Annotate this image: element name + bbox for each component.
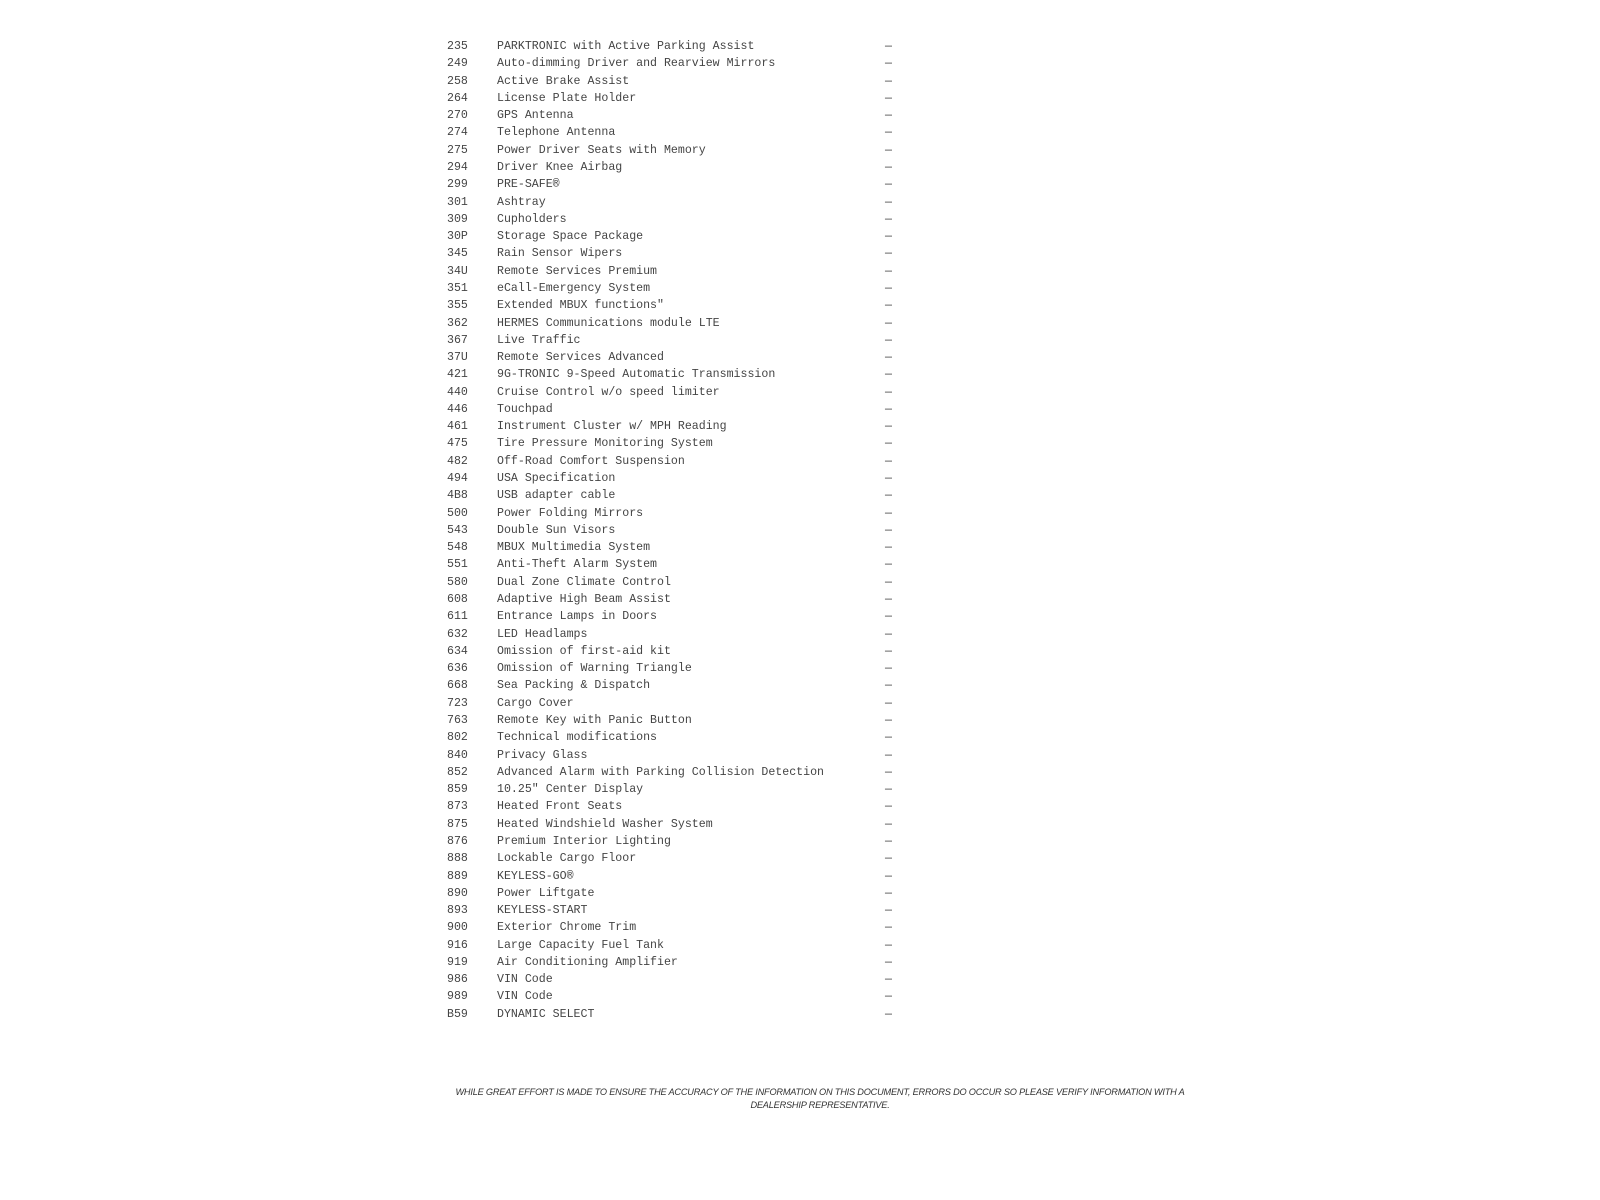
option-price: —	[885, 800, 892, 814]
option-label: Ashtray	[497, 195, 546, 209]
option-price: —	[885, 299, 892, 313]
option-price: —	[885, 212, 892, 226]
option-label: Premium Interior Lighting	[497, 834, 671, 848]
option-code: 986	[447, 973, 468, 987]
option-price: —	[885, 748, 892, 762]
option-row	[447, 384, 907, 401]
option-price: —	[885, 679, 892, 693]
option-row	[447, 643, 907, 660]
option-price: —	[885, 385, 892, 399]
option-price: —	[885, 281, 892, 295]
option-code: 763	[447, 713, 468, 727]
option-price: —	[885, 1007, 892, 1021]
option-code: 723	[447, 696, 468, 710]
option-price: —	[885, 126, 892, 140]
option-code: 876	[447, 834, 468, 848]
option-price: —	[885, 109, 892, 123]
option-code: 634	[447, 644, 468, 658]
option-code: 309	[447, 212, 468, 226]
option-label: Tire Pressure Monitoring System	[497, 437, 713, 451]
option-code: 355	[447, 299, 468, 313]
option-code: 900	[447, 921, 468, 935]
option-price: —	[885, 662, 892, 676]
option-label: HERMES Communications module LTE	[497, 316, 720, 330]
option-label: Entrance Lamps in Doors	[497, 610, 658, 624]
option-label: 9G-TRONIC 9-Speed Automatic Transmission	[497, 368, 776, 382]
option-row	[447, 626, 907, 643]
option-price: —	[885, 454, 892, 468]
option-code: 249	[447, 57, 468, 71]
option-label: USB adapter cable	[497, 489, 616, 503]
option-price: —	[885, 160, 892, 174]
option-label: GPS Antenna	[497, 109, 574, 123]
option-price: —	[885, 558, 892, 572]
option-label: Large Capacity Fuel Tank	[497, 938, 664, 952]
option-label: LED Headlamps	[497, 627, 588, 641]
option-row	[447, 885, 907, 902]
option-price: —	[885, 955, 892, 969]
option-price: —	[885, 783, 892, 797]
option-price: —	[885, 610, 892, 624]
option-code: 461	[447, 420, 468, 434]
option-row	[447, 868, 907, 885]
option-price: —	[885, 523, 892, 537]
option-row	[447, 176, 907, 193]
option-code: 989	[447, 990, 468, 1004]
option-code: 270	[447, 109, 468, 123]
option-label: Remote Key with Panic Button	[497, 713, 692, 727]
option-code: 351	[447, 281, 468, 295]
option-row	[447, 280, 907, 297]
option-label: KEYLESS-START	[497, 904, 588, 918]
option-row	[447, 401, 907, 418]
option-code: 859	[447, 783, 468, 797]
option-row	[447, 228, 907, 245]
option-row	[447, 850, 907, 867]
option-row	[447, 798, 907, 815]
option-row	[447, 919, 907, 936]
option-label: Instrument Cluster w/ MPH Reading	[497, 420, 727, 434]
option-code: 482	[447, 454, 468, 468]
option-label: Heated Windshield Washer System	[497, 817, 713, 831]
option-label: KEYLESS-GO®	[497, 869, 574, 883]
option-code: 873	[447, 800, 468, 814]
option-price: —	[885, 921, 892, 935]
option-code: 475	[447, 437, 468, 451]
option-row	[447, 556, 907, 573]
option-code: 235	[447, 40, 468, 53]
option-code: 421	[447, 368, 468, 382]
option-code: 264	[447, 91, 468, 105]
option-label: Extended MBUX functions"	[497, 299, 664, 313]
disclaimer-line-2: DEALERSHIP REPRESENTATIVE.	[750, 1100, 890, 1110]
option-price: —	[885, 316, 892, 330]
option-row	[447, 55, 907, 72]
option-label: Sea Packing & Dispatch	[497, 679, 651, 693]
option-price: —	[885, 627, 892, 641]
option-code: 494	[447, 472, 468, 486]
option-price: —	[885, 765, 892, 779]
option-code: 543	[447, 523, 468, 537]
option-row	[447, 245, 907, 262]
option-price: —	[885, 195, 892, 209]
option-label: Cargo Cover	[497, 696, 574, 710]
option-price: —	[885, 713, 892, 727]
option-code: 919	[447, 955, 468, 969]
option-label: Live Traffic	[497, 333, 581, 347]
option-label: Exterior Chrome Trim	[497, 921, 637, 935]
option-label: Auto-dimming Driver and Rearview Mirrors	[497, 57, 776, 71]
option-label: Telephone Antenna	[497, 126, 616, 140]
disclaimer	[440, 1086, 1200, 1112]
option-code: 893	[447, 904, 468, 918]
option-code: 367	[447, 333, 468, 347]
option-label: Active Brake Assist	[497, 74, 630, 88]
option-code: 345	[447, 247, 468, 261]
option-price: —	[885, 834, 892, 848]
option-label: Lockable Cargo Floor	[497, 852, 637, 866]
option-row	[447, 937, 907, 954]
option-price: —	[885, 541, 892, 555]
option-price: —	[885, 644, 892, 658]
option-price: —	[885, 886, 892, 900]
option-code: 258	[447, 74, 468, 88]
option-row	[447, 315, 907, 332]
option-code: 889	[447, 869, 468, 883]
option-row	[447, 591, 907, 608]
option-price: —	[885, 402, 892, 416]
option-price: —	[885, 40, 892, 53]
option-code: 301	[447, 195, 468, 209]
option-code: 608	[447, 593, 468, 606]
option-code: 852	[447, 765, 468, 779]
option-row	[447, 833, 907, 850]
option-code: 30P	[447, 230, 468, 244]
option-row	[447, 954, 907, 971]
option-label: Power Driver Seats with Memory	[497, 143, 706, 157]
option-code: 548	[447, 541, 468, 555]
option-row	[447, 816, 907, 833]
option-label: Omission of first-aid kit	[497, 644, 671, 658]
option-price: —	[885, 57, 892, 71]
option-label: PARKTRONIC with Active Parking Assist	[497, 40, 755, 53]
option-label: Rain Sensor Wipers	[497, 247, 623, 261]
option-row	[447, 349, 907, 366]
option-price: —	[885, 575, 892, 589]
option-row	[447, 487, 907, 504]
option-code: 4B8	[447, 489, 468, 503]
option-label: License Plate Holder	[497, 91, 637, 105]
option-price: —	[885, 264, 892, 278]
disclaimer-line-1: WHILE GREAT EFFORT IS MADE TO ENSURE THE ACCURACY OF THE INFORMATION ON THIS DOCUMENT, ERRORS DO OCCUR SO PLEASE VERIFY INFORMATION WITH A	[455, 1087, 1185, 1097]
option-row	[447, 539, 907, 556]
option-row	[447, 608, 907, 625]
option-row	[447, 470, 907, 487]
option-code: 34U	[447, 264, 468, 278]
option-label: Power Liftgate	[497, 886, 595, 900]
option-price: —	[885, 904, 892, 918]
option-label: Heated Front Seats	[497, 800, 623, 814]
option-row	[447, 90, 907, 107]
option-code: 551	[447, 558, 468, 572]
option-code: 840	[447, 748, 468, 762]
option-code: 446	[447, 402, 468, 416]
option-row	[447, 263, 907, 280]
option-code: 299	[447, 178, 468, 192]
option-row	[447, 729, 907, 746]
option-code: 636	[447, 662, 468, 676]
option-row	[447, 435, 907, 452]
option-label: DYNAMIC SELECT	[497, 1007, 595, 1021]
option-price: —	[885, 333, 892, 347]
option-row	[447, 38, 907, 55]
option-label: Anti-Theft Alarm System	[497, 558, 658, 572]
option-code: 362	[447, 316, 468, 330]
option-code: 440	[447, 385, 468, 399]
option-price: —	[885, 731, 892, 745]
option-code: 888	[447, 852, 468, 866]
option-label: Omission of Warning Triangle	[497, 662, 692, 676]
option-price: —	[885, 990, 892, 1004]
option-price: —	[885, 852, 892, 866]
option-price: —	[885, 938, 892, 952]
option-price: —	[885, 74, 892, 88]
option-price: —	[885, 506, 892, 520]
option-row	[447, 660, 907, 677]
option-label: PRE-SAFE®	[497, 178, 560, 192]
option-row	[447, 1006, 907, 1023]
option-code: 37U	[447, 351, 468, 365]
option-label: VIN Code	[497, 990, 553, 1004]
option-label: Remote Services Advanced	[497, 351, 664, 365]
option-row	[447, 142, 907, 159]
option-row	[447, 522, 907, 539]
option-price: —	[885, 593, 892, 606]
option-label: VIN Code	[497, 973, 553, 987]
option-row	[447, 159, 907, 176]
option-row	[447, 747, 907, 764]
option-label: Adaptive High Beam Assist	[497, 593, 671, 606]
option-price: —	[885, 472, 892, 486]
option-row	[447, 332, 907, 349]
option-row	[447, 677, 907, 694]
option-row	[447, 453, 907, 470]
option-price: —	[885, 178, 892, 192]
option-row	[447, 695, 907, 712]
option-code: 875	[447, 817, 468, 831]
option-price: —	[885, 973, 892, 987]
option-price: —	[885, 368, 892, 382]
option-row	[447, 107, 907, 124]
option-code: 500	[447, 506, 468, 520]
option-price: —	[885, 489, 892, 503]
option-price: —	[885, 247, 892, 261]
option-code: 632	[447, 627, 468, 641]
option-price: —	[885, 91, 892, 105]
option-label: Remote Services Premium	[497, 264, 658, 278]
option-row	[447, 194, 907, 211]
option-row	[447, 124, 907, 141]
option-price: —	[885, 143, 892, 157]
option-price: —	[885, 696, 892, 710]
option-code: 611	[447, 610, 468, 624]
option-code: 274	[447, 126, 468, 140]
option-label: Touchpad	[497, 402, 553, 416]
option-row	[447, 764, 907, 781]
option-label: Off-Road Comfort Suspension	[497, 454, 685, 468]
option-label: Privacy Glass	[497, 748, 588, 762]
option-label: Power Folding Mirrors	[497, 506, 644, 520]
option-label: Driver Knee Airbag	[497, 160, 623, 174]
option-price: —	[885, 817, 892, 831]
option-price: —	[885, 869, 892, 883]
option-label: MBUX Multimedia System	[497, 541, 651, 555]
option-row	[447, 971, 907, 988]
option-row	[447, 73, 907, 90]
options-list	[447, 38, 907, 1023]
option-label: Technical modifications	[497, 731, 658, 745]
option-code: 916	[447, 938, 468, 952]
option-label: USA Specification	[497, 472, 616, 486]
option-row	[447, 902, 907, 919]
option-label: Cruise Control w/o speed limiter	[497, 385, 720, 399]
option-row	[447, 418, 907, 435]
option-price: —	[885, 351, 892, 365]
option-code: 275	[447, 143, 468, 157]
option-code: 580	[447, 575, 468, 589]
option-row	[447, 781, 907, 798]
option-label: 10.25" Center Display	[497, 783, 644, 797]
option-price: —	[885, 230, 892, 244]
option-label: Cupholders	[497, 212, 567, 226]
option-label: Advanced Alarm with Parking Collision Detection	[497, 765, 824, 779]
option-code: 294	[447, 160, 468, 174]
option-code: 668	[447, 679, 468, 693]
option-code: 890	[447, 886, 468, 900]
option-code: B59	[447, 1007, 468, 1021]
option-price: —	[885, 437, 892, 451]
option-row	[447, 297, 907, 314]
option-label: Dual Zone Climate Control	[497, 575, 671, 589]
option-row	[447, 211, 907, 228]
option-label: eCall-Emergency System	[497, 281, 651, 295]
option-row	[447, 988, 907, 1005]
option-code: 802	[447, 731, 468, 745]
option-row	[447, 505, 907, 522]
option-row	[447, 366, 907, 383]
option-row	[447, 574, 907, 591]
option-label: Storage Space Package	[497, 230, 644, 244]
option-row	[447, 712, 907, 729]
option-price: —	[885, 420, 892, 434]
option-label: Double Sun Visors	[497, 523, 616, 537]
option-label: Air Conditioning Amplifier	[497, 955, 678, 969]
